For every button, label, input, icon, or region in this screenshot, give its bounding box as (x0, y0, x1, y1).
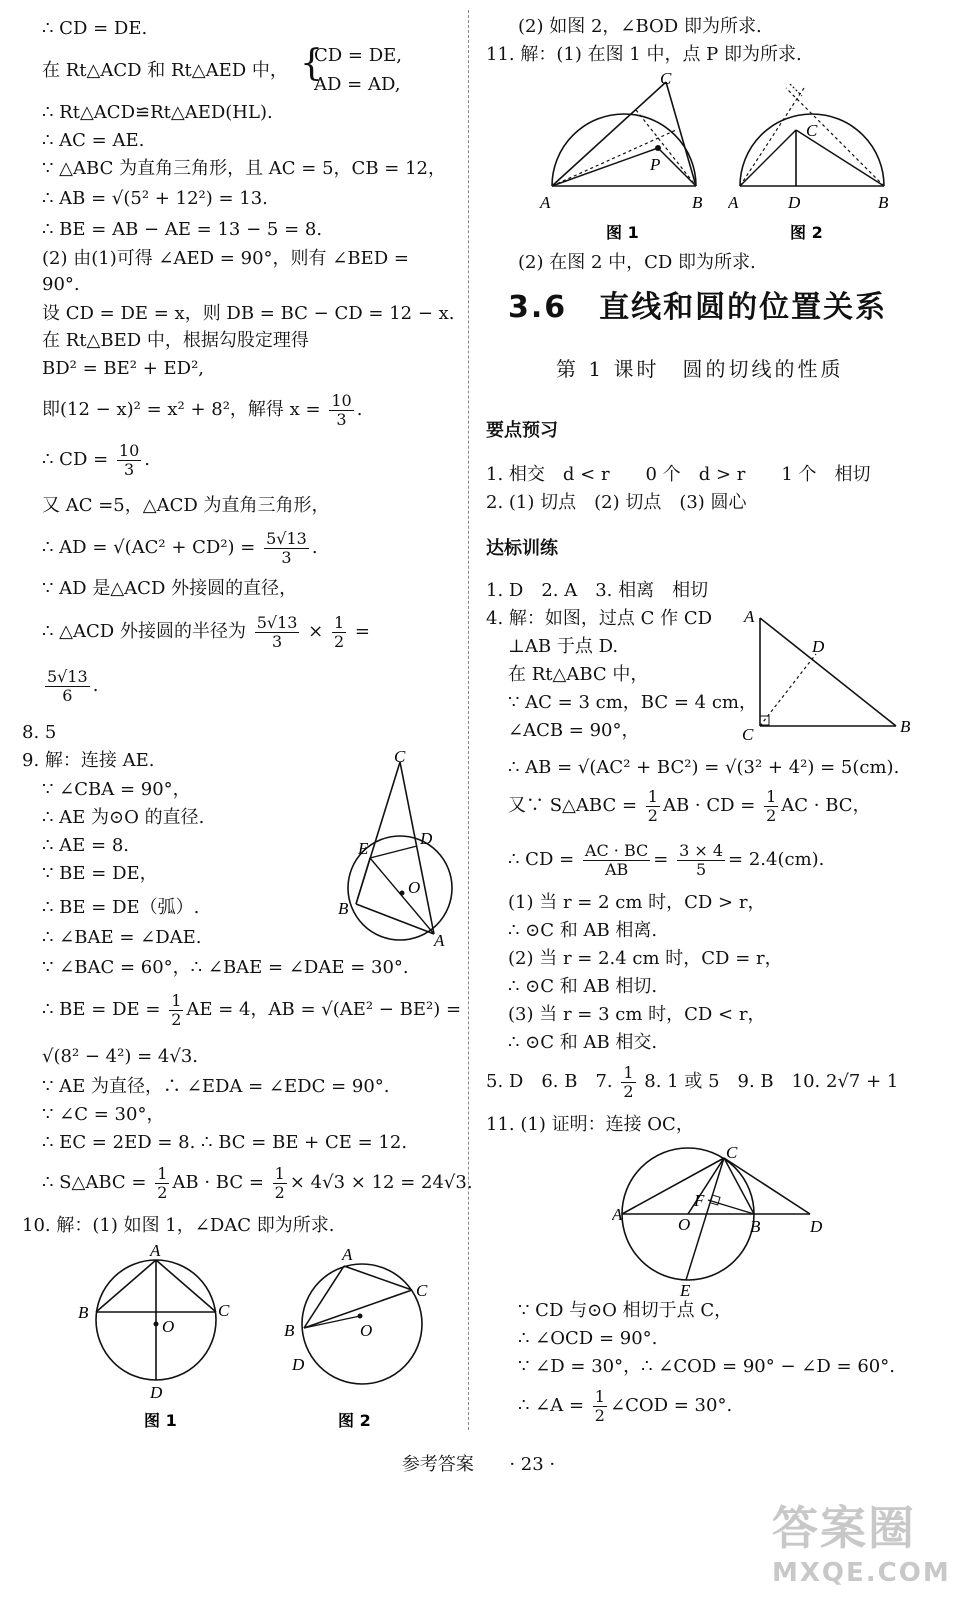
text-line: 又 AC =5，△ACD 为直角三角形， (42, 495, 330, 516)
text-line: ∴ CD = DE. (42, 18, 148, 39)
equation-line: ∴ S△ABC = $\frac{1}{2}$ AB · BC = $\frac{1}{2}$ × 4√3 × 12 = 24√3. (42, 1163, 473, 1202)
svg-text:O: O (408, 878, 421, 897)
text-line: ∵ ∠C = 30°， (42, 1104, 165, 1125)
svg-text:C: C (416, 1281, 428, 1300)
heading-preview: 要点预习 (486, 420, 558, 441)
svg-text:E: E (358, 839, 369, 858)
text-line: 设 CD = DE = x，则 DB = BC − CD = 12 − x. (42, 303, 455, 324)
text-line: ∴ Rt△ACD≌Rt△AED(HL). (42, 102, 273, 123)
svg-text:D: D (812, 637, 825, 656)
text-line: ∵ △ABC 为直角三角形，且 AC = 5，CB = 12， (42, 158, 446, 179)
text-line: (2) 当 r = 2.4 cm 时，CD = r， (508, 948, 783, 969)
text-line: √(8² − 4²) = 4√3. (42, 1046, 198, 1067)
svg-text:A: A (434, 931, 445, 950)
fraction: $\frac{1}{2}$ (274, 1163, 285, 1202)
text-line: ∴ AC = AE. (42, 130, 145, 151)
svg-text:D: D (788, 193, 801, 212)
text-line: AD = AD, (314, 74, 401, 95)
equation-line: $\frac{5√13}{6}$ . (47, 666, 99, 705)
text-line: 在 Rt△BED 中，根据勾股定理得 (42, 330, 309, 351)
fraction: $\frac{3 \times 4}{5}$ (679, 840, 724, 879)
text-line: 4. 解：如图，过点 C 作 CD (486, 608, 713, 629)
equation-line: ∴ CD = $\frac{AC \cdot BC}{AB}$ = $\frac{3 \times 4}{5}$ = 2.4(cm). (508, 840, 825, 879)
equation-line: ∴ ∠A = $\frac{1}{2}$ ∠COD = 30°. (518, 1386, 733, 1425)
text-line: (3) 当 r = 3 cm 时，CD < r， (508, 1004, 766, 1025)
fraction: $\frac{10}{3}$ (118, 440, 140, 479)
fraction: $\frac{1}{2}$ (594, 1386, 605, 1425)
svg-text:C: C (806, 121, 818, 140)
text-line: ∵ AD 是△ACD 外接圆的直径， (42, 578, 298, 599)
fraction: $\frac{5√13}{3}$ (256, 612, 298, 651)
text-line: ∴ AE = 8. (42, 835, 130, 856)
text-line: 11. (1) 证明：连接 OC， (486, 1114, 694, 1135)
text-line: 在 Rt△ABC 中， (508, 664, 649, 685)
svg-text:B: B (284, 1321, 295, 1340)
text-line: 在 Rt△ACD 和 Rt△AED 中， (42, 60, 288, 81)
svg-text:A: A (342, 1245, 353, 1264)
equation-line: ∴ △ACD 外接圆的半径为 $\frac{5√13}{3}$ × $\frac{1}{2}$ = (42, 612, 370, 651)
svg-text:A: A (540, 193, 551, 212)
fraction: $\frac{1}{2}$ (171, 990, 182, 1029)
svg-text:P: P (650, 155, 661, 174)
figure-problem-10-fig1 (72, 1240, 242, 1440)
text-line: (2) 在图 2 中，CD 即为所求. (518, 252, 756, 273)
svg-text:B: B (78, 1303, 89, 1322)
text-line: ∴ AB = √(AC² + BC²) = √(3² + 4²) = 5(cm). (508, 757, 900, 778)
svg-text:A: A (728, 193, 739, 212)
text-line: ∴ ⊙C 和 AB 相切. (508, 976, 658, 997)
figure-problem-11-proof (612, 1138, 852, 1298)
page-number: · 23 · (509, 1454, 556, 1475)
footer-label: 参考答案 (401, 1454, 474, 1475)
svg-text:图 2: 图 2 (338, 1411, 371, 1430)
svg-text:A: A (612, 1205, 623, 1224)
svg-text:D: D (292, 1355, 305, 1374)
text-line: ∵ BE = DE， (42, 863, 158, 884)
text-line: ∵ CD 与⊙O 相切于点 C， (518, 1300, 733, 1321)
svg-text:图 2: 图 2 (790, 223, 823, 242)
equation-line: 即(12 − x)² = x² + 8²，解得 x = $\frac{10}{3}$ . (42, 390, 363, 429)
text-line: ∴ ⊙C 和 AB 相离. (508, 920, 658, 941)
text-line: ∴ ∠OCD = 90°. (518, 1328, 658, 1349)
section-title: 3.6 直线和圆的位置关系 (508, 290, 888, 325)
fraction: $\frac{1}{2}$ (647, 786, 658, 825)
text-line: ∴ AB = √(5² + 12²) = 13. (42, 188, 268, 209)
fraction: $\frac{5√13}{6}$ (47, 666, 88, 705)
watermark (772, 1492, 951, 1588)
equation-line: ∴ CD = $\frac{10}{3}$ . (42, 440, 151, 479)
text-line: ∵ ∠BAC = 60°，∴ ∠BAE = ∠DAE = 30°. (42, 957, 409, 978)
text-line: 2. (1) 切点 (2) 切点 (3) 圆心 (486, 492, 747, 513)
watermark-url: MXQE.COM (772, 1558, 951, 1588)
svg-text:B: B (338, 899, 349, 918)
svg-text:C: C (660, 70, 672, 88)
svg-text:C: C (742, 725, 754, 744)
svg-text:F: F (694, 1191, 705, 1210)
text-line: ∴ EC = 2ED = 8. ∴ BC = BE + CE = 12. (42, 1132, 408, 1153)
fraction: $\frac{1}{2}$ (333, 612, 345, 651)
text-line: ∴ AE 为⊙O 的直径. (42, 807, 205, 828)
svg-text:图 1: 图 1 (606, 223, 639, 242)
svg-text:O: O (162, 1317, 175, 1336)
equation-line: ∴ AD = √(AC² + CD²) = $\frac{5√13}{3}$ . (42, 528, 318, 567)
equation-line: 又∵ S△ABC = $\frac{1}{2}$ AB · CD = $\frac{1}{2}$ AC · BC， (508, 786, 871, 825)
svg-text:B: B (692, 193, 703, 212)
svg-text:A: A (150, 1241, 161, 1260)
answer-10: 10. 解：(1) 如图 1，∠DAC 即为所求. (22, 1215, 335, 1236)
text-line: ∴ ∠BAE = ∠DAE. (42, 927, 202, 948)
watermark-brand: 答案圈 (772, 1501, 916, 1555)
figure-problem-11-fig1 (536, 70, 706, 250)
svg-text:B: B (750, 1217, 761, 1236)
text-line: ∴ ⊙C 和 AB 相交. (508, 1032, 658, 1053)
fraction: $\frac{AC \cdot BC}{AB}$ (584, 840, 649, 879)
svg-text:E: E (680, 1281, 691, 1298)
text-line: (2) 如图 2，∠BOD 即为所求. (518, 16, 762, 37)
column-divider (468, 10, 469, 1430)
equation-line: 5. D 6. B 7. $\frac{1}{2}$ 8. 1 或 5 9. B 10. 2√7 + 1 (486, 1062, 899, 1101)
svg-text:B: B (900, 717, 911, 736)
equation-line: ∴ BE = DE = $\frac{1}{2}$ AE = 4，AB = √(AE² − BE²) = (42, 990, 462, 1029)
svg-text:C: C (726, 1143, 738, 1162)
fraction: $\frac{1}{2}$ (766, 786, 777, 825)
text-line: ⊥AB 于点 D. (508, 636, 619, 657)
fraction: $\frac{10}{3}$ (331, 390, 352, 429)
text-line: BD² = BE² + ED², (42, 358, 205, 379)
heading-training: 达标训练 (486, 538, 558, 559)
svg-text:B: B (878, 193, 889, 212)
svg-text:图 1: 图 1 (144, 1411, 177, 1430)
svg-text:C: C (218, 1301, 230, 1320)
svg-text:O: O (678, 1215, 691, 1234)
answer-11: 11. 解：(1) 在图 1 中，点 P 即为所求. (486, 44, 802, 65)
svg-text:C: C (394, 748, 406, 766)
text-line: ∵ AC = 3 cm，BC = 4 cm， (508, 692, 757, 713)
text-line: ∵ AE 为直径，∴ ∠EDA = ∠EDC = 90°. (42, 1076, 390, 1097)
text-line: ∠ACB = 90°， (508, 720, 640, 741)
text-line: 90°. (42, 274, 80, 295)
text-line: (2) 由(1)可得 ∠AED = 90°，则有 ∠BED = (42, 248, 409, 269)
text-line: ∴ BE = AB − AE = 13 − 5 = 8. (42, 219, 323, 240)
svg-text:D: D (810, 1217, 823, 1236)
figure-problem-11-fig2 (728, 70, 898, 250)
svg-text:O: O (360, 1321, 373, 1340)
lesson-title: 第 1 课时 圆的切线的性质 (556, 357, 844, 381)
answer-9: 9. 解：连接 AE. (22, 750, 155, 771)
fraction: $\frac{5√13}{3}$ (266, 528, 307, 567)
svg-text:D: D (150, 1383, 163, 1402)
text-line: ∵ ∠D = 30°，∴ ∠COD = 90° − ∠D = 60°. (518, 1356, 895, 1377)
figure-problem-4 (734, 606, 924, 746)
fraction: $\frac{1}{2}$ (623, 1062, 634, 1101)
page-footer (0, 1450, 957, 1476)
brace: { (300, 43, 323, 84)
text-line: (1) 当 r = 2 cm 时，CD > r， (508, 892, 766, 913)
text-line: CD = DE, (314, 45, 403, 66)
svg-text:D: D (420, 829, 433, 848)
svg-text:A: A (744, 607, 755, 626)
figure-problem-10-fig2 (280, 1240, 450, 1440)
text-line: ∵ ∠CBA = 90°， (42, 779, 191, 800)
text-line: 1. D 2. A 3. 相离 相切 (486, 580, 709, 601)
text-line: ∴ BE = DE（弧）. (42, 897, 200, 918)
text-line: 1. 相交 d < r 0 个 d > r 1 个 相切 (486, 464, 871, 485)
fraction: $\frac{1}{2}$ (157, 1163, 168, 1202)
figure-problem-9 (330, 748, 460, 958)
answer-8: 8. 5 (22, 722, 57, 743)
